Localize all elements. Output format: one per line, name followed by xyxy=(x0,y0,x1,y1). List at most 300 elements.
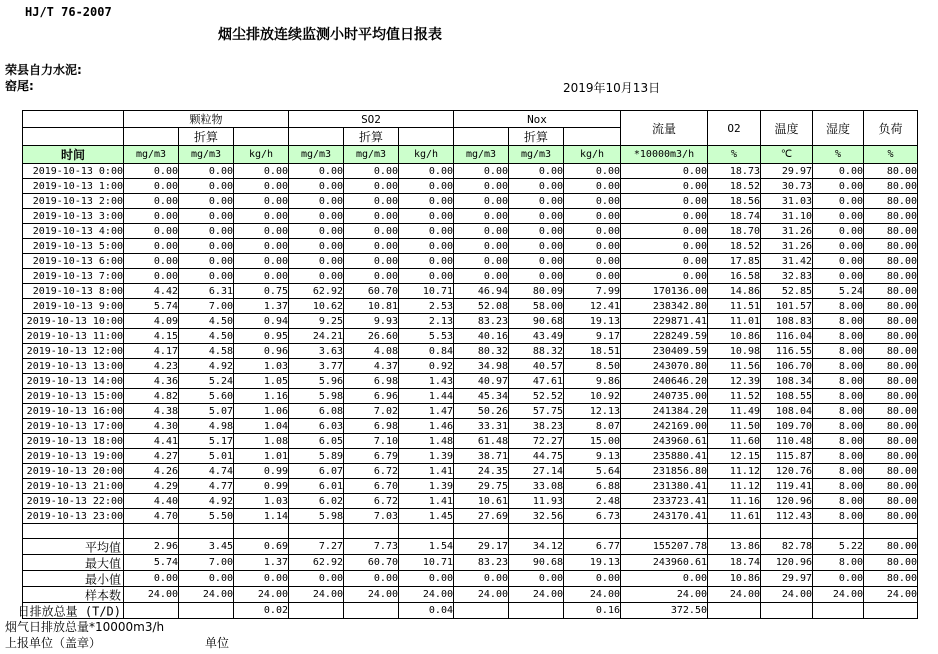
value-cell: 4.15 xyxy=(124,329,179,344)
value-cell: 6.96 xyxy=(344,389,399,404)
value-cell: 1.47 xyxy=(399,404,454,419)
value-cell: 80.00 xyxy=(864,494,918,509)
value-cell: 1.44 xyxy=(399,389,454,404)
value-cell: 6.77 xyxy=(564,539,621,555)
time-cell: 2019-10-13 1:00 xyxy=(23,179,124,194)
unit-cell: kg/h xyxy=(564,146,621,164)
value-cell: 0.00 xyxy=(344,239,399,254)
value-cell: 7.73 xyxy=(344,539,399,555)
value-cell: 0.00 xyxy=(454,164,509,179)
value-cell: 80.00 xyxy=(864,509,918,524)
value-cell: 0.00 xyxy=(454,269,509,284)
value-cell xyxy=(509,603,564,619)
value-cell: 9.13 xyxy=(564,449,621,464)
value-cell: 45.34 xyxy=(454,389,509,404)
value-cell: 16.58 xyxy=(708,269,761,284)
value-cell: 34.98 xyxy=(454,359,509,374)
value-cell: 0.00 xyxy=(813,209,864,224)
value-cell: 0.00 xyxy=(813,164,864,179)
value-cell: 5.89 xyxy=(289,449,344,464)
unit-cell: % xyxy=(864,146,918,164)
blank-cell xyxy=(564,524,621,539)
value-cell: 0.00 xyxy=(621,224,708,239)
value-cell: 1.39 xyxy=(399,449,454,464)
value-cell xyxy=(344,603,399,619)
time-column-header: 时间 xyxy=(23,146,124,164)
blank-cell xyxy=(124,128,179,146)
value-cell: 29.97 xyxy=(761,164,813,179)
value-cell: 0.00 xyxy=(564,209,621,224)
value-cell: 0.00 xyxy=(454,239,509,254)
value-cell: 7.03 xyxy=(344,509,399,524)
value-cell: 2.96 xyxy=(124,539,179,555)
value-cell: 243960.61 xyxy=(621,434,708,449)
value-cell: 0.00 xyxy=(289,571,344,587)
blank-cell xyxy=(761,524,813,539)
value-cell: 1.01 xyxy=(234,449,289,464)
table-row xyxy=(23,419,918,434)
value-cell: 230409.59 xyxy=(621,344,708,359)
value-cell: 106.70 xyxy=(761,359,813,374)
table-row xyxy=(23,344,918,359)
time-cell: 2019-10-13 21:00 xyxy=(23,479,124,494)
blank-cell xyxy=(454,524,509,539)
value-cell: 0.00 xyxy=(124,254,179,269)
value-cell: 6.05 xyxy=(289,434,344,449)
value-cell: 4.50 xyxy=(179,314,234,329)
value-cell: 9.17 xyxy=(564,329,621,344)
value-cell: 6.79 xyxy=(344,449,399,464)
value-cell: 62.92 xyxy=(289,284,344,299)
value-cell: 18.52 xyxy=(708,239,761,254)
value-cell: 0.00 xyxy=(813,194,864,209)
flow-total-note: 烟气日排放总量*10000m3/h xyxy=(5,620,165,634)
value-cell: 80.00 xyxy=(864,464,918,479)
value-cell: 5.50 xyxy=(179,509,234,524)
value-cell: 62.92 xyxy=(289,555,344,571)
value-cell: 18.73 xyxy=(708,164,761,179)
value-cell: 0.00 xyxy=(344,254,399,269)
value-cell: 24.00 xyxy=(564,587,621,603)
value-cell: 6.03 xyxy=(289,419,344,434)
summary-label xyxy=(23,587,124,603)
table-row xyxy=(23,374,918,389)
value-cell: 0.00 xyxy=(399,164,454,179)
report-date: 2019年10月13日 xyxy=(563,81,661,95)
value-cell: 0.00 xyxy=(179,571,234,587)
table-row xyxy=(23,494,918,509)
value-cell: 5.07 xyxy=(179,404,234,419)
value-cell: 80.00 xyxy=(864,359,918,374)
value-cell: 8.00 xyxy=(813,479,864,494)
value-cell: 24.00 xyxy=(124,587,179,603)
value-cell: 0.00 xyxy=(124,571,179,587)
table-row xyxy=(23,479,918,494)
value-cell: 116.04 xyxy=(761,329,813,344)
time-cell: 2019-10-13 23:00 xyxy=(23,509,124,524)
table-header xyxy=(23,111,918,164)
table-row xyxy=(23,224,918,239)
value-cell: 0.00 xyxy=(564,224,621,239)
value-cell: 4.92 xyxy=(179,494,234,509)
group-so2: SO2 xyxy=(289,111,454,128)
value-cell: 0.00 xyxy=(564,179,621,194)
value-cell: 0.00 xyxy=(454,194,509,209)
blank-cell xyxy=(234,524,289,539)
value-cell xyxy=(761,603,813,619)
value-cell xyxy=(124,603,179,619)
value-cell: 4.41 xyxy=(124,434,179,449)
value-cell: 6.72 xyxy=(344,494,399,509)
location-label: 窑尾: xyxy=(5,79,34,93)
unit-cell: mg/m3 xyxy=(454,146,509,164)
value-cell: 8.00 xyxy=(813,494,864,509)
value-cell: 8.00 xyxy=(813,374,864,389)
value-cell: 29.97 xyxy=(761,571,813,587)
value-cell: 80.00 xyxy=(864,284,918,299)
value-cell: 32.83 xyxy=(761,269,813,284)
value-cell: 31.42 xyxy=(761,254,813,269)
value-cell: 31.26 xyxy=(761,239,813,254)
value-cell: 4.37 xyxy=(344,359,399,374)
value-cell: 11.52 xyxy=(708,389,761,404)
blank-cell xyxy=(344,524,399,539)
value-cell: 1.54 xyxy=(399,539,454,555)
summary-row xyxy=(23,555,918,571)
value-cell: 116.55 xyxy=(761,344,813,359)
value-cell: 33.08 xyxy=(509,479,564,494)
time-header-blank xyxy=(23,128,124,146)
value-cell: 0.84 xyxy=(399,344,454,359)
value-cell: 0.00 xyxy=(813,269,864,284)
value-cell: 4.30 xyxy=(124,419,179,434)
value-cell: 9.86 xyxy=(564,374,621,389)
value-cell: 5.64 xyxy=(564,464,621,479)
time-cell: 2019-10-13 16:00 xyxy=(23,404,124,419)
value-cell: 24.00 xyxy=(761,587,813,603)
value-cell: 0.00 xyxy=(289,179,344,194)
value-cell: 3.63 xyxy=(289,344,344,359)
value-cell: 80.32 xyxy=(454,344,509,359)
value-cell: 120.96 xyxy=(761,494,813,509)
value-cell: 11.51 xyxy=(708,299,761,314)
value-cell: 10.71 xyxy=(399,555,454,571)
value-cell: 10.61 xyxy=(454,494,509,509)
value-cell: 10.62 xyxy=(289,299,344,314)
value-cell: 24.00 xyxy=(621,587,708,603)
value-cell: 5.60 xyxy=(179,389,234,404)
value-cell: 0.00 xyxy=(509,571,564,587)
group-particulate: 颗粒物 xyxy=(124,111,289,128)
value-cell: 18.51 xyxy=(564,344,621,359)
value-cell: 80.00 xyxy=(864,374,918,389)
table-row xyxy=(23,284,918,299)
header-row-units xyxy=(23,146,918,164)
value-cell: 0.00 xyxy=(124,224,179,239)
value-cell: 241384.20 xyxy=(621,404,708,419)
time-cell: 2019-10-13 0:00 xyxy=(23,164,124,179)
value-cell: 0.00 xyxy=(179,239,234,254)
value-cell: 18.74 xyxy=(708,555,761,571)
value-cell: 8.00 xyxy=(813,404,864,419)
value-cell: 243170.41 xyxy=(621,509,708,524)
value-cell: 80.00 xyxy=(864,344,918,359)
value-cell: 0.00 xyxy=(179,209,234,224)
table-body xyxy=(17,164,918,619)
value-cell: 12.41 xyxy=(564,299,621,314)
value-cell: 372.50 xyxy=(621,603,708,619)
emission-table xyxy=(17,110,918,619)
value-cell: 0.00 xyxy=(621,209,708,224)
value-cell: 5.74 xyxy=(124,555,179,571)
summary-label-text: 样本数 xyxy=(84,588,121,602)
temperature-header: 温度 xyxy=(761,111,813,146)
value-cell: 5.24 xyxy=(813,284,864,299)
value-cell: 5.01 xyxy=(179,449,234,464)
value-cell: 4.92 xyxy=(179,359,234,374)
value-cell: 8.00 xyxy=(813,389,864,404)
value-cell: 80.00 xyxy=(864,539,918,555)
value-cell: 6.70 xyxy=(344,479,399,494)
table-row xyxy=(23,449,918,464)
blank-cell xyxy=(124,524,179,539)
value-cell: 5.22 xyxy=(813,539,864,555)
value-cell: 24.00 xyxy=(454,587,509,603)
time-cell: 2019-10-13 18:00 xyxy=(23,434,124,449)
unit-cell: mg/m3 xyxy=(179,146,234,164)
value-cell: 1.45 xyxy=(399,509,454,524)
value-cell: 52.85 xyxy=(761,284,813,299)
value-cell: 4.58 xyxy=(179,344,234,359)
value-cell: 0.00 xyxy=(234,224,289,239)
value-cell: 0.00 xyxy=(564,239,621,254)
value-cell: 5.24 xyxy=(179,374,234,389)
value-cell: 0.00 xyxy=(454,254,509,269)
value-cell xyxy=(864,603,918,619)
value-cell: 80.00 xyxy=(864,269,918,284)
value-cell: 108.83 xyxy=(761,314,813,329)
time-cell: 2019-10-13 9:00 xyxy=(23,299,124,314)
value-cell: 0.00 xyxy=(234,571,289,587)
value-cell: 110.48 xyxy=(761,434,813,449)
blank-cell xyxy=(864,524,918,539)
value-cell: 5.53 xyxy=(399,329,454,344)
value-cell: 38.71 xyxy=(454,449,509,464)
value-cell: 0.00 xyxy=(621,179,708,194)
summary-row xyxy=(23,539,918,555)
value-cell: 8.00 xyxy=(813,359,864,374)
unit-cell: mg/m3 xyxy=(509,146,564,164)
value-cell xyxy=(179,603,234,619)
value-cell: 0.00 xyxy=(454,179,509,194)
value-cell: 1.14 xyxy=(234,509,289,524)
value-cell: 18.74 xyxy=(708,209,761,224)
value-cell: 1.37 xyxy=(234,299,289,314)
value-cell: 80.00 xyxy=(864,571,918,587)
value-cell: 0.00 xyxy=(621,571,708,587)
value-cell: 0.95 xyxy=(234,329,289,344)
value-cell: 0.00 xyxy=(564,269,621,284)
value-cell: 11.93 xyxy=(509,494,564,509)
value-cell: 170136.00 xyxy=(621,284,708,299)
load-header: 负荷 xyxy=(864,111,918,146)
value-cell: 90.68 xyxy=(509,314,564,329)
value-cell: 80.00 xyxy=(864,209,918,224)
value-cell: 0.00 xyxy=(454,571,509,587)
value-cell: 30.73 xyxy=(761,179,813,194)
value-cell: 80.00 xyxy=(864,555,918,571)
value-cell: 11.12 xyxy=(708,464,761,479)
value-cell: 83.23 xyxy=(454,314,509,329)
value-cell: 0.94 xyxy=(234,314,289,329)
value-cell: 8.00 xyxy=(813,314,864,329)
unit-cell: mg/m3 xyxy=(124,146,179,164)
time-cell: 2019-10-13 8:00 xyxy=(23,284,124,299)
value-cell: 11.56 xyxy=(708,359,761,374)
value-cell: 0.00 xyxy=(124,164,179,179)
value-cell: 0.00 xyxy=(621,269,708,284)
value-cell: 0.00 xyxy=(234,164,289,179)
value-cell: 2.13 xyxy=(399,314,454,329)
value-cell: 24.00 xyxy=(179,587,234,603)
flow-header: 流量 xyxy=(621,111,708,146)
value-cell: 10.71 xyxy=(399,284,454,299)
value-cell: 0.00 xyxy=(344,209,399,224)
value-cell: 0.00 xyxy=(289,269,344,284)
value-cell: 4.98 xyxy=(179,419,234,434)
value-cell: 0.00 xyxy=(234,239,289,254)
blank-cell xyxy=(23,524,124,539)
value-cell: 8.00 xyxy=(813,344,864,359)
value-cell: 0.00 xyxy=(564,254,621,269)
time-cell: 2019-10-13 19:00 xyxy=(23,449,124,464)
value-cell xyxy=(708,603,761,619)
blank-cell xyxy=(179,524,234,539)
spacer-row xyxy=(23,524,918,539)
time-cell: 2019-10-13 6:00 xyxy=(23,254,124,269)
value-cell: 0.00 xyxy=(344,164,399,179)
value-cell: 8.00 xyxy=(813,449,864,464)
time-cell: 2019-10-13 14:00 xyxy=(23,374,124,389)
table-row xyxy=(23,329,918,344)
blank-cell xyxy=(454,128,509,146)
group-nox: Nox xyxy=(454,111,621,128)
value-cell: 0.00 xyxy=(289,209,344,224)
blank-cell xyxy=(289,128,344,146)
value-cell: 4.17 xyxy=(124,344,179,359)
value-cell: 40.16 xyxy=(454,329,509,344)
value-cell: 0.00 xyxy=(124,194,179,209)
value-cell: 0.00 xyxy=(344,269,399,284)
blank-cell xyxy=(564,128,621,146)
value-cell: 38.23 xyxy=(509,419,564,434)
value-cell: 0.00 xyxy=(509,254,564,269)
value-cell: 231380.41 xyxy=(621,479,708,494)
table-row xyxy=(23,404,918,419)
table-row xyxy=(23,239,918,254)
value-cell: 0.00 xyxy=(234,194,289,209)
value-cell: 0.00 xyxy=(621,194,708,209)
value-cell: 27.69 xyxy=(454,509,509,524)
value-cell: 7.02 xyxy=(344,404,399,419)
value-cell: 24.00 xyxy=(509,587,564,603)
value-cell: 52.08 xyxy=(454,299,509,314)
value-cell: 240646.20 xyxy=(621,374,708,389)
value-cell: 80.00 xyxy=(864,179,918,194)
value-cell: 4.82 xyxy=(124,389,179,404)
value-cell: 7.10 xyxy=(344,434,399,449)
time-cell: 2019-10-13 22:00 xyxy=(23,494,124,509)
value-cell: 0.00 xyxy=(344,224,399,239)
value-cell: 4.36 xyxy=(124,374,179,389)
value-cell: 2.48 xyxy=(564,494,621,509)
value-cell: 0.00 xyxy=(124,269,179,284)
value-cell: 13.86 xyxy=(708,539,761,555)
value-cell: 0.00 xyxy=(124,209,179,224)
summary-label-text: 最小值 xyxy=(84,572,121,586)
value-cell: 4.38 xyxy=(124,404,179,419)
value-cell: 242169.00 xyxy=(621,419,708,434)
value-cell: 10.86 xyxy=(708,571,761,587)
value-cell: 8.00 xyxy=(813,464,864,479)
value-cell: 0.00 xyxy=(344,194,399,209)
value-cell: 24.00 xyxy=(399,587,454,603)
value-cell: 80.00 xyxy=(864,449,918,464)
value-cell: 43.49 xyxy=(509,329,564,344)
time-cell: 2019-10-13 17:00 xyxy=(23,419,124,434)
value-cell: 108.04 xyxy=(761,404,813,419)
value-cell: 0.00 xyxy=(564,194,621,209)
value-cell: 0.00 xyxy=(289,254,344,269)
value-cell: 24.00 xyxy=(344,587,399,603)
value-cell: 50.26 xyxy=(454,404,509,419)
time-cell: 2019-10-13 2:00 xyxy=(23,194,124,209)
value-cell: 6.72 xyxy=(344,464,399,479)
table-row xyxy=(23,209,918,224)
value-cell: 6.01 xyxy=(289,479,344,494)
value-cell: 8.00 xyxy=(813,299,864,314)
blank-cell xyxy=(399,128,454,146)
value-cell: 60.70 xyxy=(344,555,399,571)
value-cell: 4.40 xyxy=(124,494,179,509)
value-cell: 120.76 xyxy=(761,464,813,479)
time-cell: 2019-10-13 12:00 xyxy=(23,344,124,359)
value-cell: 57.75 xyxy=(509,404,564,419)
value-cell xyxy=(454,603,509,619)
value-cell: 0.00 xyxy=(234,254,289,269)
value-cell: 0.00 xyxy=(621,254,708,269)
time-cell: 2019-10-13 15:00 xyxy=(23,389,124,404)
value-cell: 1.37 xyxy=(234,555,289,571)
value-cell: 120.96 xyxy=(761,555,813,571)
value-cell: 4.26 xyxy=(124,464,179,479)
value-cell: 0.00 xyxy=(399,224,454,239)
value-cell: 29.75 xyxy=(454,479,509,494)
value-cell: 0.00 xyxy=(179,254,234,269)
value-cell: 11.49 xyxy=(708,404,761,419)
value-cell: 7.00 xyxy=(179,555,234,571)
value-cell: 0.00 xyxy=(179,179,234,194)
value-cell: 4.77 xyxy=(179,479,234,494)
value-cell: 8.00 xyxy=(813,329,864,344)
value-cell: 1.41 xyxy=(399,494,454,509)
value-cell: 24.21 xyxy=(289,329,344,344)
summary-label xyxy=(17,603,124,619)
value-cell xyxy=(289,603,344,619)
value-cell: 5.17 xyxy=(179,434,234,449)
value-cell: 6.07 xyxy=(289,464,344,479)
value-cell: 80.00 xyxy=(864,299,918,314)
